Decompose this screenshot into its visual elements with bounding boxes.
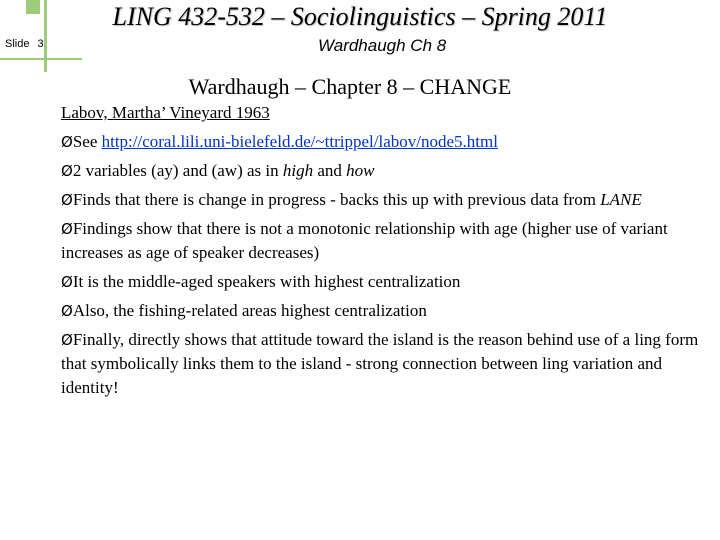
bullet-variables [61,159,701,183]
course-title: LING 432-532 – Sociolinguistics – Spring 2011 [112,2,608,31]
decorative-horizontal-line [0,58,82,60]
bullet-text: Also, the fishing-related areas highest centralization [72,301,427,320]
bullet-arrow-icon: Ø [61,302,73,320]
bullet-see-link [61,130,701,154]
example-word-how: how [346,161,375,180]
bullet-text: Finally, directly shows that attitude toward the island is the reason behind use of a ling form that symbolically links them to the island - strong connection between ling variation and identity! [61,330,699,397]
bullet-arrow-icon: Ø [61,133,73,151]
bullet-change-in-progress [61,188,701,212]
bullet-text: and [313,161,347,180]
bullet-arrow-icon: Ø [61,273,73,291]
bullet-text: Finds that there is change in progress - backs this up with previous data from [72,190,601,209]
slide-content [61,101,701,400]
bullet-fishing-areas [61,299,701,323]
section-heading: Wardhaugh – Chapter 8 – CHANGE [188,74,512,99]
bullet-arrow-icon: Ø [61,331,73,349]
bullet-text: Findings show that there is not a monotonic relationship with age (higher use of variant increases as age of speaker decreases) [61,219,668,262]
slide-number: 3 [37,38,44,50]
source-citation: Labov, Martha’ Vineyard 1963 [61,103,270,122]
chapter-subtitle: Wardhaugh Ch 8 [318,36,447,55]
bullet-text: See [72,132,102,151]
bullet-text: 2 variables (ay) and (aw) as in [72,161,283,180]
bullet-attitude-identity [61,328,701,400]
bullet-monotonic [61,217,701,265]
labov-reference-link[interactable]: http://coral.lili.uni-bielefeld.de/~ttrippel/labov/node5.html [101,132,498,151]
bullet-middle-aged [61,270,701,294]
slide-label-text: Slide [5,38,30,50]
bullet-arrow-icon: Ø [61,162,73,180]
bullet-text: It is the middle-aged speakers with highest centralization [72,272,461,291]
slide-number-label [5,38,44,50]
example-word-high: high [282,161,314,180]
bullet-arrow-icon: Ø [61,191,73,209]
bullet-arrow-icon: Ø [61,220,73,238]
lane-reference: LANE [600,190,642,209]
